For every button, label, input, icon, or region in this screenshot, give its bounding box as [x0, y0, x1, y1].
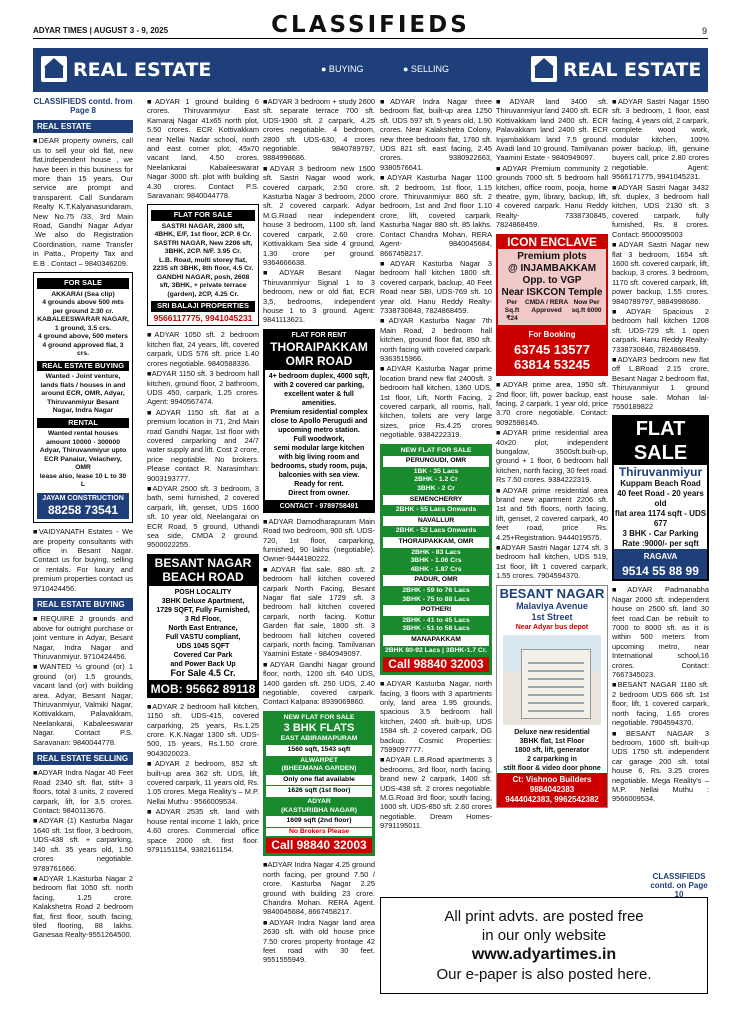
ad-line: Ready for rent.: [294, 480, 344, 488]
ad-line: 2BHK - 55 Lacs Onwards: [395, 506, 477, 514]
ad-heading: BEACH ROAD: [162, 569, 244, 584]
ad-line: Kuppam Beach Road: [620, 479, 701, 489]
ad-line: North East Entrance,: [168, 624, 238, 632]
classified-ad: ■ADYAR Sastri Nagar 1274 sft. 3 bedroom hall kitchen, UDS 519, 1st floor, lift 1 covered carpark, 1.55 crores. 7904594370.: [496, 543, 608, 581]
ad-line: 4 ground above, 500 meters: [38, 333, 128, 341]
classified-ad: ■ADYAR 1 ground building 6 crores. Thiruvanmiyur East Kamaraj Nagar 41x65 north plot, 5.50 crores. ECR Kottivakkam near Nellai Nadar school, north and east corner plot, 45x70 vacant land, 4.50 crores. Neelankarai Kabaleeswarar Nagar 3000 sft. plot with building 4.30 crores. Contact P.S. Saravanan: 9840044778.: [147, 97, 259, 201]
house-icon: [531, 56, 557, 82]
ad-line: POTHERI: [383, 605, 489, 616]
ad-line: Full woodwork,: [293, 435, 345, 443]
ad-heading: BESANT NAGAR: [154, 555, 252, 570]
ad-line: 1626 sqft (1st floor): [266, 786, 372, 797]
icon-enclave-ad: [496, 234, 608, 376]
ad-line: L.B. Road, multi storey flat, 2235 sft 3BHK, 8th floor, 4.5 Cr.: [152, 256, 254, 273]
ad-line: Ct: Vishnoo Builders: [512, 774, 592, 784]
classified-ad: ■ADYAR prime area, 1950 sft. 2nd floor, lift, power backup, east facing, 2 carpark, 1 year old, price 3.70 crore negotiable. Contact: 9092598145.: [496, 380, 608, 427]
ad-line: 4+ bedroom duplex, 4000 sqft, with 2 covered car parking, excellent water & full amenities.: [268, 372, 370, 407]
classified-ad: ■ADYAR 2 bedroom, 852 sft. built-up area 362 sft. UDS, lift, covered carpark, 11 years old, Rs. 1.05 crores. Mega Reality's – M.P. Nellai Muthu : 9566009534.: [147, 759, 259, 806]
ad-line: CMDA / RERA Approved: [525, 299, 569, 315]
ad-heading: FLAT FOR SALE: [151, 210, 255, 221]
ad-line: Near ISKCON Temple: [501, 287, 603, 299]
column-1: [33, 97, 133, 997]
ad-line: ADYAR: [307, 798, 331, 806]
ad-line: 2BHK - 83 Lacs: [411, 548, 461, 556]
ad-line: Per Sq.ft ₹24: [504, 299, 520, 323]
ad-line: 1800 sft, lift, generator: [514, 746, 590, 754]
ad-line: 4 ground approved flat, 3 crs.: [42, 341, 124, 358]
ad-line: 2BHK - 52 Lacs Onwards: [395, 527, 477, 535]
flat-sale-ad: [612, 415, 709, 581]
ad-line: 3 BHK - Car Parking: [622, 529, 699, 539]
classified-ad: ■BESANT NAGAR 1180 sft. 2 bedroom UDS 666 sft. 1st floor, lift, 1 covered carpark, north facing, 1.65 crores negotiable. 7904594370.: [612, 680, 709, 728]
ad-line: Thiruvanmiyur: [618, 465, 703, 480]
continued-on: CLASSIFIEDS contd. on Page 10: [650, 872, 708, 899]
ad-line: ALWARPET: [300, 756, 338, 764]
ad-line: 40 feet Road - 20 years old: [617, 489, 704, 509]
ad-phone: 9884042383: [529, 784, 575, 794]
ad-line: 3BHK - 1.06 Crs: [410, 557, 462, 565]
website-link[interactable]: www.adyartimes.in: [471, 946, 617, 963]
classified-ad: ■ADYAR Besant Nagar Thiruvanmiyur Signal 1 to 3 bedroom, new or old flat, ECR 3,5, bedrooms, independent house 1 to 3 ground. Agent: 9841113621.: [263, 268, 375, 325]
ad-heading: OMR ROAD: [285, 353, 353, 368]
classified-ad: ■ADYAR prime residential area 40x20 plot, independent bungalow, 3500sft.built-up, ground + 1 floor, 6 bedroom hall kitchen, north facing, 30 feet road. Rs 7.50 crores. 9384222319.: [496, 428, 608, 485]
vishnoo-builders-ad: [496, 585, 608, 808]
ad-line: Now Per sq.ft 6000: [571, 299, 602, 315]
banner-title-right: REAL ESTATE: [563, 59, 702, 81]
ad-heading: REAL ESTATE BUYING: [37, 361, 129, 372]
ad-line: semi modular large kitchen with big living room and: [273, 444, 365, 461]
ad-phone: 63814 53245: [514, 357, 590, 373]
building-photo: [503, 635, 601, 725]
section-banner: [33, 48, 708, 92]
jayam-ad-box: [33, 272, 133, 523]
ad-phone: CONTACT - 9789758491: [279, 502, 359, 510]
ad-line: Full VASTU compliant,: [165, 633, 241, 641]
column-5: [496, 97, 608, 997]
classified-ad: ■ADYAR Padmanabha Nagar 2000 sft. independent house on 2500 sft. land 30 feet road.Can be rebuilt to 7000 to 8000 sft. as it is within 500 meters from upcoming metro, near International school,16 crores. Contact: 7667345023.: [612, 585, 709, 680]
ad-heading: FLAT FOR RENT: [291, 331, 347, 339]
masthead: [0, 0, 741, 40]
ad-line: 3BHK - 75 to 88 Lacs: [402, 595, 470, 603]
classified-ad: ■ADYAR 2535 sft. land with house rental income 1 lakh, price 4.60 crores. Commercial office space 2000 sft. first floor. 9791151154, 9382161154.: [147, 807, 259, 854]
banner-selling: ● SELLING: [403, 64, 449, 74]
classified-ad: ■BESANT NAGAR 3 bedroom, 1600 sft. built-up UDS 1750 sft. independent car garage 200 sft. total house 6, Rs. 3.25 crores negotiable. Mega Reality's – M.P. Nellai Muthu : 9566009534.: [612, 728, 709, 804]
ad-line: Covered Car Park: [173, 651, 233, 659]
ad-line: 2 carparking in: [527, 755, 577, 763]
classified-ad: ■ADYAR Sastri Nagar 3432 sft. duplex, 3 bedroom hall kitchen, UDS 2130 sft. 3 covered carpark, fully furnished, Rs. 8 crores. Contact: 9500095003: [612, 182, 709, 239]
ad-line: Adyar, Thiruvanmiyur upto ECR Panaiur, Velachery, OMR: [39, 447, 127, 472]
classified-ad: ■ADYAR Sastri Nagar 1590 sft. 3 bedroom, 1 floor, east facing, 4 years old, 2 carpark, complete wood work, modular kitchen, 100% power backup, lift, genuine buyers call, price 2.80 crores negotiable. Agent: 9566171775, 9941045231.: [612, 97, 709, 182]
notice-line: All print advts. are posted free: [444, 908, 644, 925]
ad-line: Near Adyar bus depot: [515, 623, 589, 631]
ad-heading: NEW FLAT FOR SALE: [283, 713, 355, 721]
ad-line: SEMENCHERRY: [383, 495, 489, 506]
ad-line: Only one flat available: [266, 775, 372, 786]
classified-ad: ■VAIDYANATH Estates - We are property consultants with office in Besant Nagar. Contact us for buying, selling or rentals. For luxury and premium properties contact us 9710424456.: [33, 527, 133, 593]
classified-ad: ■ADYAR (1) Kasturba Nagar 1640 sft. 1st floor, 3 bedroom, UDS-438 sft. + carparking, 140 sft. 35 years old, 1.50 crores negotiable. 9789761666.: [33, 816, 133, 873]
classified-ad: ■ADYAR Kasturba Nagar 1100 sft. 2 bedroom, 1st floor, 1.15 crore. Thiruvanmiyur 860 sft. 2 bedroom, 1st and 2nd floor 1.10 crore, lift, covered carpark. Kasturba Nagar 880 sft. 85 lakhs. Contact Chandra Mohan, RERA Agent- 9840045684, 8667458217.: [380, 173, 492, 258]
ad-line: flat area 1174 sqft - UDS 677: [614, 509, 707, 529]
ad-line: UDS 1045 SQFT: [176, 642, 230, 650]
ad-line: RAGAVA: [643, 552, 678, 562]
classified-ad: ■ADYAR 3 bedroom new 1500 sft. Sastri Nagar wood work, covered carpark, 2.50 crore. Kasturba Nagar 3 bedroom, 2000 sft. 2 covered carpark. Adyar M.G.Road near independent house 3 bedroom, 1100 sft. land covered carpark, 2.60 crore. Kottivakkam Sea side 4 ground, 1.30 crore per ground. 9364666638.: [263, 163, 375, 267]
classified-ad: ■ADYAR Damodharapuram Main Road two bedroom, 900 sft. UDS-720, 1st floor, carparking, furnished, 90 lakhs (negotiable). Owner-9444180222.: [263, 516, 375, 564]
ad-phone: 9514 55 88 99: [622, 564, 699, 579]
jayam-contact: [37, 493, 129, 520]
ad-heading: FLAT SALE: [614, 417, 707, 465]
ad-line: 2BHK - 1.2 Cr: [414, 476, 458, 484]
section-real-estate: REAL ESTATE: [33, 120, 133, 133]
divider: [33, 38, 708, 39]
classified-ad: ■ADYAR flat sale. 880 sft. 2 bedroom hall kitchen covered carpark North Facing, Besant Nagar flat sale 1729 sft. 3 bedroom hall kitchen covered carpark, north facing. Kottur Garden flat sale, 1800 sft. 3 bedroom hall kitchen covered carpark, north facing. Tamilvanan Yaamini Estate - 9840949097.: [263, 564, 375, 659]
classified-ad: ■ADYAR Kasturba Nagar, north facing, 3 floors with 3 apartments only, land area 1.95 grounds, spacious 3.5 bedroom hall kitchen, 2400 sft. built-up, UDS 1584 sft. 2 covered carpark, DG backup. Cosmic Properties: 7599097777.: [380, 679, 492, 754]
classified-ad: ■ADYAR Kasturba Nagar 3 bedroom hall kitchen 1800 sft. covered carpark, backup, 40 Feet Road near SBI, UDS-769 sft. 10 year old. Hanu Reddy Realty-7338730848, 7824868459.: [380, 258, 492, 315]
ad-line: 2BHK 80-92 Lacs | 3BHK-1.7 Cr.: [384, 646, 487, 654]
classified-ad: ■WANTED ½ ground (or) 1 ground (or) 1.5 grounds, vacant land (or) with building area. Adyar, Besant Nagar, Thiruvanmiyur, Valmiki Nagar, Kottivakkam, Palavakkam, Neelankarai, Kabaleeswarar Nagar. Contact P.S. Saravanan: 9840044778.: [33, 662, 133, 747]
ad-heading: NEW FLAT FOR SALE: [400, 446, 472, 454]
classified-ad: ■ADYAR 2 bedroom hall kitchen, 1150 sft. UDS-415, covered carparking, 25 years, Rs.1.25 crore. K.K.Nagar 1300 sft. UDS-500, 15 years, Rs.1.50 crore. 9043020023.: [147, 701, 259, 758]
ad-line: EAST ABIRAMAPURAM: [280, 735, 358, 743]
continued-from: CLASSIFIEDS contd. from Page 8: [33, 97, 133, 115]
banner-title-left: REAL ESTATE: [73, 59, 212, 81]
classified-ad: ■ADYAR Premium community 2 grounds 7000 sft. 5 bedroom hall kitchen, office room, pooja, home theatre, gym, library, backup, lift, 4 covered carpark. Hanu Reddy Realty- 7338730845, 7824868459.: [496, 163, 608, 230]
ad-heading: THORAIPAKKAM: [270, 339, 368, 354]
flat-for-rent-ad: [263, 329, 375, 513]
classified-ad: ■ADYAR prime residential area brand new apartment 2206 sft. 1st and 5th floors, north facing, lift, genset, 2 covered carpark, 40 feet road, price Rs. 4.25+Registration. 9444019575.: [496, 485, 608, 542]
classified-ad: ■ADYAR 1150 sft. 3 bedroom hall kitchen, ground floor, 2 bathroom, UDS 450, carpark, 1.25 crores. Agent: 9940567474.: [147, 369, 259, 407]
classified-ad: ■ADYAR Sastri Nagar new flat 3 bedroom, 1654 sft. 1600 sft. covered carpark, lift, backup, 3 crores. 3 bedroom, 1170 sft. covered carpark, lift, power backup, 1.55 crores. 9840789797, 9884998686.: [612, 240, 709, 306]
ad-line: Direct from owner.: [288, 489, 350, 497]
classified-ad: ■ADYAR 3 bedroom + study 2600 sft. separate terrace 700 sft. UDS-1900 sft. 2 carpark, 4.25 crores negotiable. 4 bedroom, 2800 sft. UDS-630, 4 crores negotiable. 9840789797, 9884998686.: [263, 97, 375, 163]
ad-phone: Call 98840 32003: [383, 657, 489, 672]
new-flat-omr-ad: [380, 444, 492, 675]
ad-phone: 88258 73541: [47, 503, 119, 518]
classified-ad: ■ADYAR 1150 sft. flat at a premium location in 71, 2nd Main road Gandhi Nagar, 1st floor with covered carparking and 24/7 water supply and lift. Cost 2 crore, price negotiable. No brokers. Please contact R. Narasimhan: 9003193777.: [147, 407, 259, 483]
notice-line: Our e-paper is also posted here.: [436, 966, 652, 983]
classified-ad: ■ADYAR 2500 sft. 3 bedroom, 3 bath, semi furnished, 2 covered carpark, lift, genset, UDS 1600 sft. 10 year old, Neelangarai on ECR Road, 5 ground, Uthandi sea side, CMDA 2 ground. 9500022255.: [147, 483, 259, 550]
ad-line: 4 grounds above 500 mts: [42, 299, 124, 307]
ad-line: Deluxe new residential: [514, 728, 590, 736]
ad-line: stilt floor & video door phone: [503, 764, 601, 772]
ad-line: lease also, lease 10 L to 30 L: [39, 472, 127, 489]
ad-line: per ground 2.30 cr.: [52, 307, 114, 315]
ad-phone: 63745 13577: [514, 342, 590, 358]
ad-phone: MOB: 95662 89118: [150, 681, 256, 696]
ad-line: Premium residential complex close to Apollo Perugudi and upcoming metro station.: [270, 408, 368, 434]
classified-ad: ■ADYAR Indra Nagar 4.25 ground north facing, per ground 7.50 / crore. Kasturba Nagar 2.25 ground with building 23 crore. Chandra Mohan. RERA Agent. 9840045684, 8667458217.: [263, 860, 375, 917]
page-title: CLASSIFIEDS: [271, 12, 470, 38]
notice-line: in our only website: [481, 927, 607, 944]
sri-balaji-ad: [147, 204, 259, 326]
classified-ad: ■ADYAR 1.Kasturba Nagar 2 bedroom flat 1050 sft. north facing, 1.25 crore. Kalakshetra Road 2 bedroom flat, first floor, south facing, tiled flooring, 88 lakhs. Ganesaa Realty-9551264500.: [33, 873, 133, 940]
ad-line: SASTRI NAGAR, New 2206 sft, 3BHK, 2CP. N/F. 3.95 Cr.: [153, 239, 253, 256]
ad-line: and Power Back Up: [170, 660, 236, 668]
ad-price: For Sale 4.5 Cr.: [170, 667, 236, 678]
new-flat-3bhk-ad: [263, 711, 375, 857]
section-buying: REAL ESTATE BUYING: [33, 598, 133, 611]
classified-ad: ■DEAR property owners, call us to sell your old flat, new flat,independent house , we have been in this business for more than 15 years. Our service are prompt and transparent. Call Sundaram Realty K.T.Kalyanasundaram, New No.75 /33, 3rd Main Road, Gandhi Nagar Adyar .We also do Registration Coordination, name Transfer in Patta., Property Tax and E.B . Contact – 9840346209.: [33, 136, 133, 268]
ad-line: 3BHK flat, 1st Floor: [519, 737, 585, 745]
ad-line: 3BHK - 2 Cr: [417, 485, 455, 492]
ad-line: MANAPAKKAM: [383, 635, 489, 646]
ad-line: @ INJAMBAKKAM: [507, 263, 597, 275]
classified-ad: ■ADYAR 1050 sft. 2 bedroom kitchen flat, 24 years, lift, covered carpark, UDS 576 sft. price 1.40 crores negotiable. 9840588336.: [147, 330, 259, 368]
ad-heading: ICON ENCLAVE: [498, 236, 606, 249]
website-notice: [380, 897, 708, 994]
classified-ad: ■REQUIRE 2 grounds and above for outright purchase or joint venture in Adyar, Besant Nagar, Indra Nagar and Thiruvanmiyur. 9710424456.: [33, 614, 133, 661]
ad-line: 4BHK - 1.87 Crs: [410, 565, 462, 573]
classified-ad: ■ADYAR Spacious 2 bedroom hall kitchen 1208 sft. UDS-729 sft. 1 open carpark. Hanu Reddy Realty- 7338730846, 7824868459.: [612, 306, 709, 354]
classified-ad: ■ADYAR Indra Nagar three bedroom flat, built-up area 1250 sft. UDS 597 sft. 5 years old, 1.90 crores. Near Kalakshetra Colony, new three bedroom flat, 1760 sft. UDS 821 sft. east facing, 2.45 crores. 9380922663, 9380576641.: [380, 97, 492, 172]
banner-buying: ● BUYING: [321, 64, 364, 74]
ad-heading: BESANT NAGAR: [499, 585, 605, 601]
ad-line: 3 Rd Floor,: [184, 615, 222, 623]
classified-ad: ■ADYAR land 3400 sft. Thiruvanmiyur land 2400 sft. ECR Kottivakkam land 2400 sft. ECR Palavakkam land 2400 sft. ECR Injambakkam land 7.5 ground. Avadi land 10 ground. Tamilvanan Yaamini Estate - 9840949097.: [496, 97, 608, 163]
ad-line: bedrooms, study room, puja, balconies with sea view.: [270, 462, 368, 479]
ad-line: 1729 SQFT, Fully Furnished,: [156, 606, 250, 614]
ad-line: Rate :9000/- per sqft: [622, 539, 699, 549]
classified-ad: ■ADYAR Indra Nagar 40 Feet Road 2340 sft. flat, stilt+ 3 floors, total 3 units, 2 covered carpark, lift, for 3.5 crores. Contact: 9840113676.: [33, 768, 133, 816]
ad-line: 3BHK Deluxe Apartment,: [161, 597, 245, 605]
ad-line: Wanted - Joint venture, lands flats / houses in and around ECR, OMR, Adyar, Thiruvanmiyur Besant Nagar, Indra Nagar: [40, 373, 126, 415]
ad-line: SASTRI NAGAR, 2800 sft, 4BHK, E/F, 1st floor, 2CP. 6 Cr.: [154, 222, 252, 239]
ad-line: 1BK - 35 Lacs: [413, 467, 459, 475]
ad-line: Opp. to VGP: [522, 275, 582, 287]
ad-line: KABALEESWARAR NAGAR,: [37, 316, 129, 324]
ad-line: 3BHK - 51 to 58 Lacs: [402, 625, 470, 633]
classified-ad: ■ADYAR3 bedroom new flat off L.BRoad 2.15 crore, Besant Nagar 2 bedroom flat, Thiruvanmiyur 1 ground house sale. Mohan lal- 7550189822: [612, 354, 709, 411]
ad-line: 1 ground, 3.5 crs.: [54, 324, 112, 332]
classified-ad: ■ADYAR L.B.Road apartments 3 bedrooms, 3rd floor, north facing, brand new 2 carpark, 1400 sft. UDS-438 sft. 2 crores negotiable. M.G.Road 3rd floor, south facing, 1600 sft. UDS-850 sft. 2.60 crores negotiable. Dream Homes- 9791195011.: [380, 755, 492, 831]
ad-line: JAYAM CONSTRUCTION: [42, 494, 124, 502]
ad-line: 1st Street: [531, 611, 573, 622]
ad-line: Wanted rental houses amount 10000 - 300000: [45, 430, 121, 446]
column-3: [263, 97, 375, 997]
classified-ad: ■ADYAR Kasturba Nagar 7th Main Road, 2 bedroom hall kitchen, ground floor flat, 850 sft. north facing with covered carpark. 9363515966.: [380, 316, 492, 363]
house-icon: [41, 56, 67, 82]
ad-line: (KASTURIBHA NAGAR): [280, 806, 358, 814]
ad-line: 2BHK - 59 to 76 Lacs: [402, 586, 470, 594]
ad-line: 1560 sqft, 1543 sqft: [266, 745, 372, 756]
column-6: [612, 97, 709, 997]
ad-phone: 9444042383, 9962542382: [505, 794, 599, 804]
section-selling: REAL ESTATE SELLING: [33, 752, 133, 765]
besant-beach-ad: [147, 554, 259, 698]
column-4: [380, 97, 492, 997]
ad-line: GANDHI NAGAR, posh, 2608 sft, 3BHK, + private terrace (garden), 2CP, 4.25 Cr.: [156, 273, 250, 298]
ad-line: No Brokers Please: [266, 828, 372, 837]
classified-ad: ■ADYAR Gandhi Nagar ground floor, north, 1200 sft. 640 UDS, 1400 garden sft. 250 UDS, 2.40 negotiable, covered carpark. Contact Kalpana: 8939069860.: [263, 659, 375, 707]
ad-line: NAVALLUR: [383, 516, 489, 527]
classified-ad: ■ADYAR Indra Nagar land area 2630 sft. with old house price 7.50 crores property frontage 42 feet road with 30 feet. 9551555949.: [263, 917, 375, 965]
ad-heading: 3 BHK FLATS: [283, 722, 355, 735]
ad-heading: SRI BALAJI PROPERTIES: [151, 301, 255, 312]
ad-heading: RENTAL: [37, 418, 129, 429]
ad-heading: FOR SALE: [37, 278, 129, 289]
ad-line: POSH LOCALITY: [174, 588, 232, 596]
ad-line: PERUNGUDI, OMR: [383, 456, 489, 467]
ad-line: Premium plots: [517, 251, 587, 263]
ad-line: For Booking: [528, 330, 576, 340]
ad-line: 2BHK - 41 to 45 Lacs: [402, 616, 470, 624]
classified-ad: ■ADYAR Kasturba Nagar prime location brand new flat 2400sft. 3 bedroom hall kitchen, 1360 UDS, 1st floor, Lift, North Facing, 2 covered carpark, all rooms, hall, kitchen, toilets are very large sizes, price Rs.4.25 crores negotiable. 9384222319.: [380, 364, 492, 440]
ad-line: Malaviya Avenue: [516, 600, 588, 611]
masthead-date: ADYAR TIMES | AUGUST 3 - 9, 2025: [33, 26, 169, 35]
ad-phone: 9566117775, 9941045231: [153, 312, 253, 323]
page-number: 9: [701, 26, 707, 36]
column-2: [147, 97, 259, 997]
ad-line: (BHEEMANA GARDEN): [281, 765, 357, 773]
ad-line: THORAIPAKKAM, OMR: [383, 537, 489, 548]
ad-line: PADUR, OMR: [383, 575, 489, 586]
ad-line: AKKARAI (Sea clip): [51, 290, 115, 298]
ad-line: 1609 sqft (2nd floor): [266, 816, 372, 827]
ad-phone: Call 98840 32003: [266, 838, 372, 853]
